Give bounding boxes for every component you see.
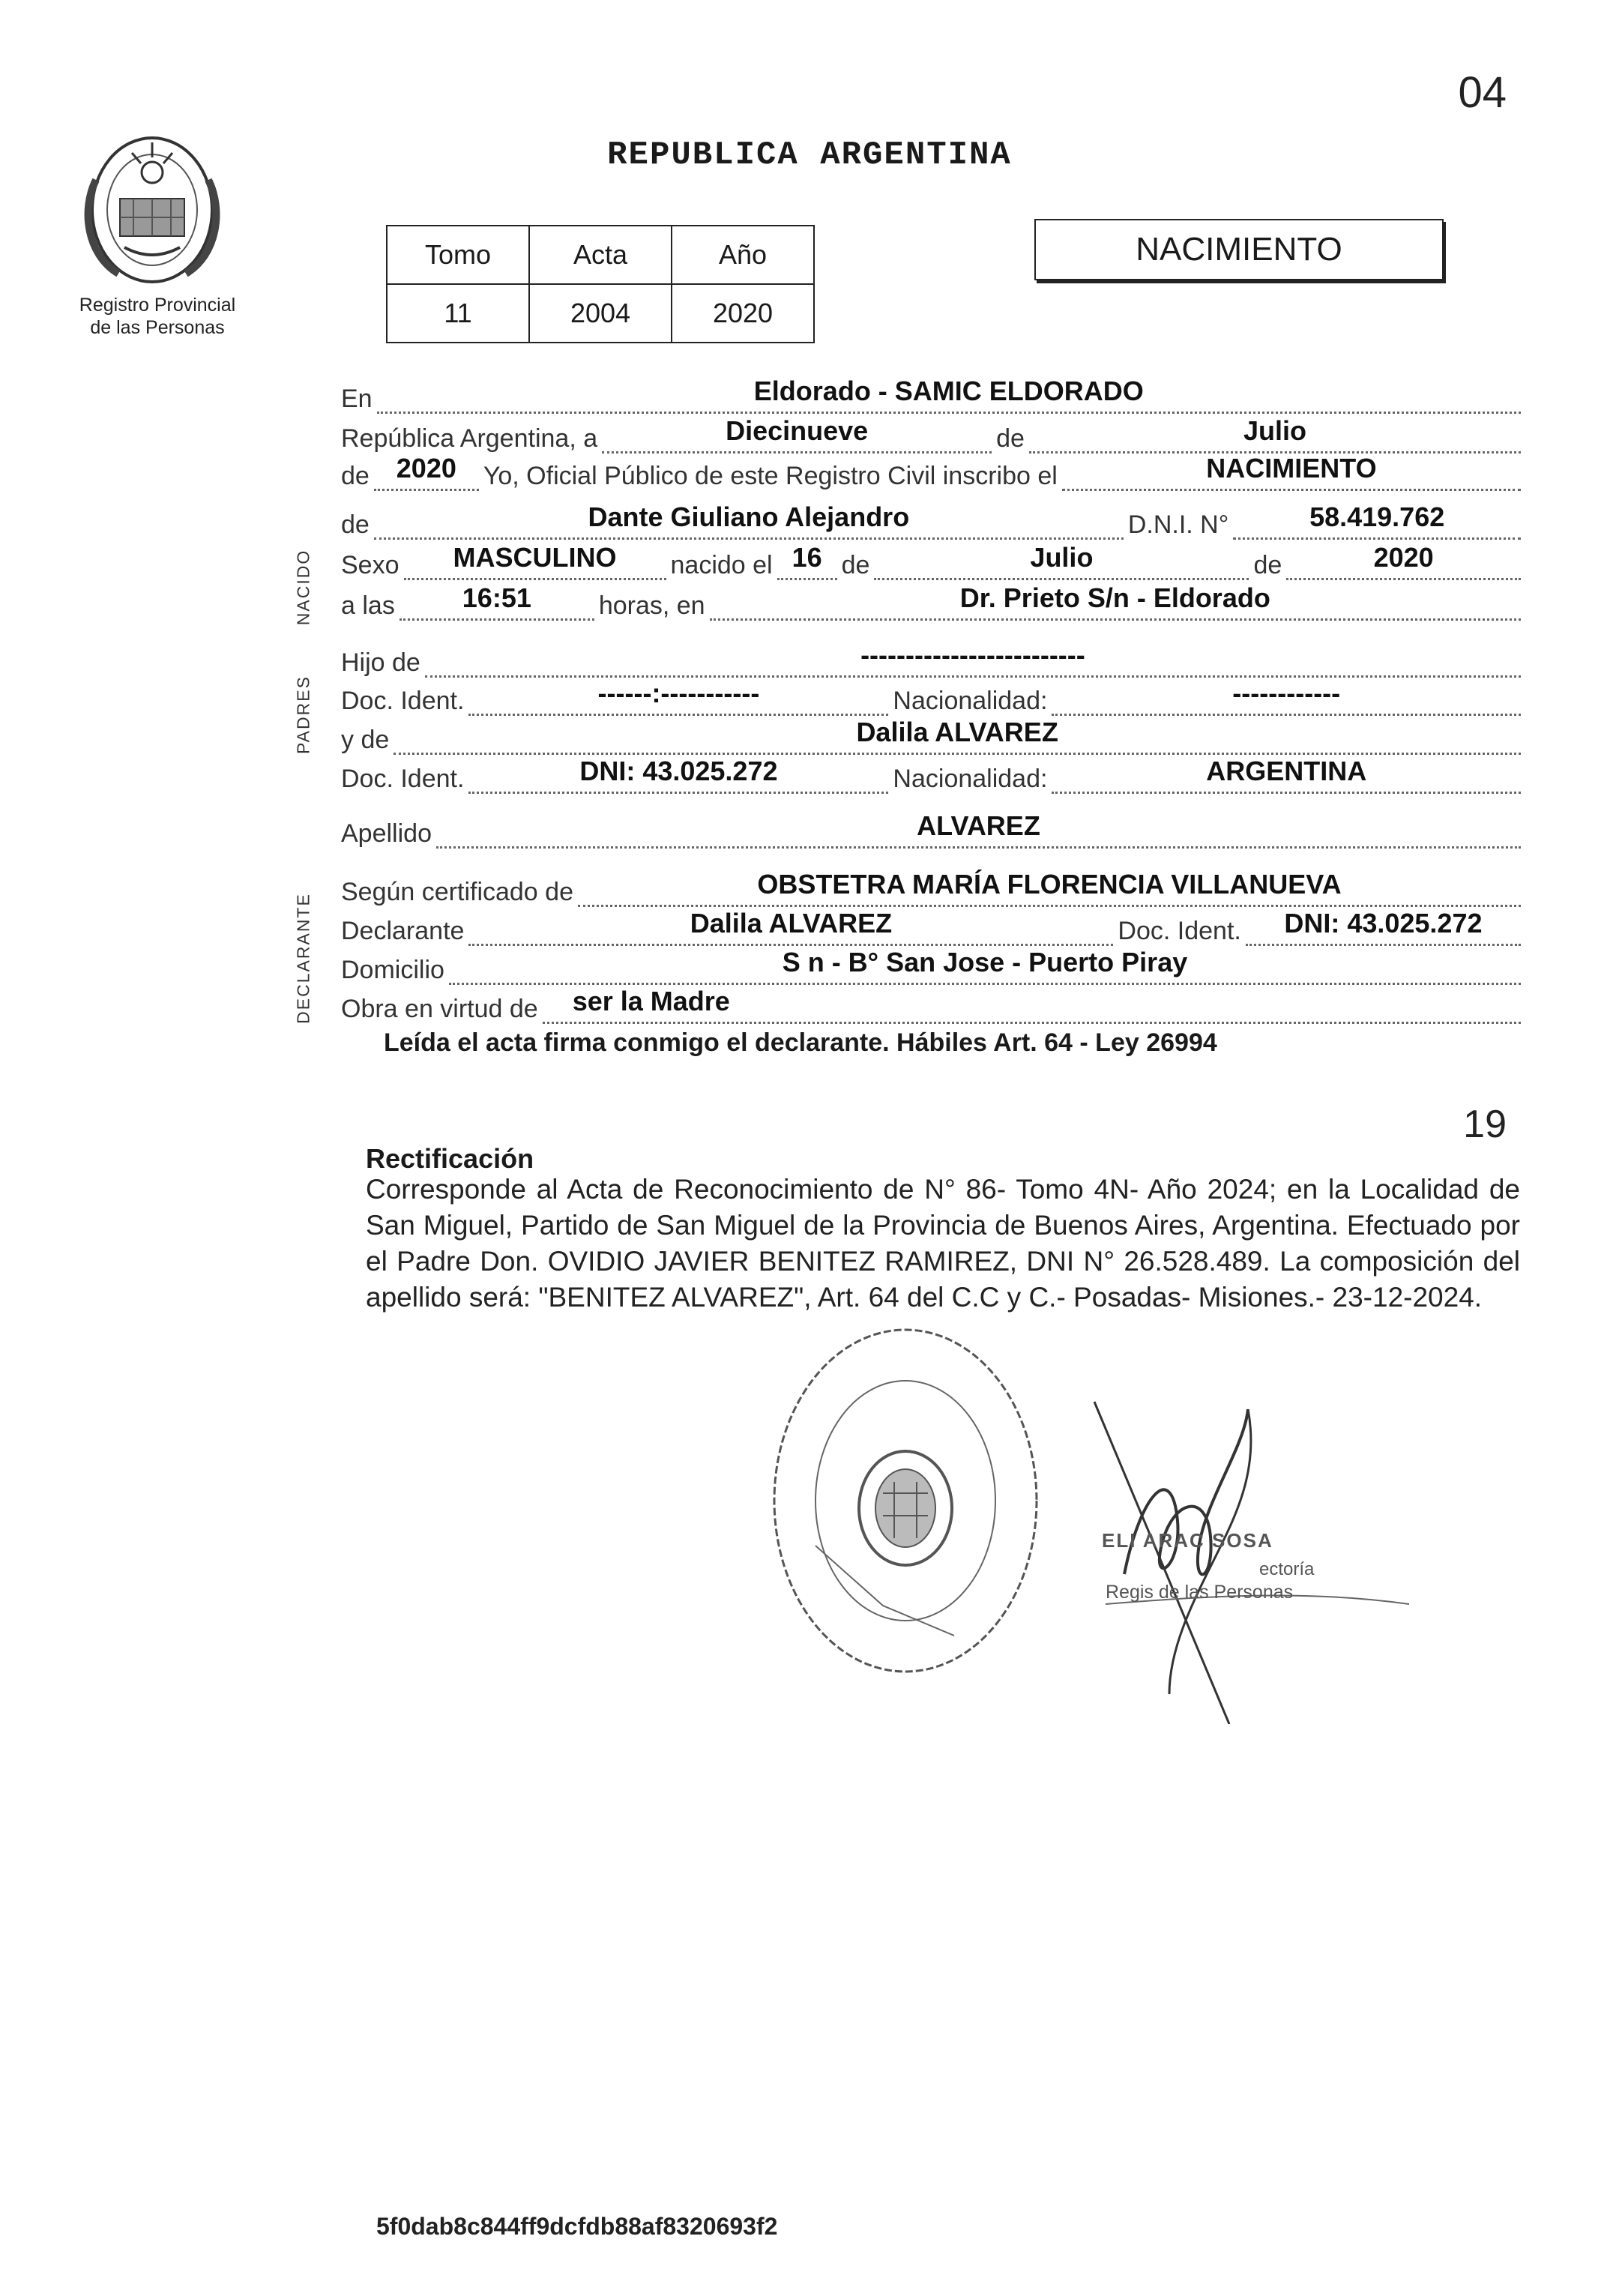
label-doc-ident-mother: Doc. Ident. <box>341 765 465 793</box>
label-en: En <box>341 385 373 413</box>
row-place <box>341 375 1525 414</box>
signatory-role: ectoría <box>1259 1559 1315 1579</box>
field-father-name <box>425 636 1521 678</box>
label-doc-ident-father: Doc. Ident. <box>341 687 465 715</box>
tomo-value: 11 <box>387 284 529 343</box>
row-birth-time-place <box>341 582 1525 621</box>
field-birth-day <box>777 539 837 580</box>
label-declarante: Declarante <box>341 917 465 945</box>
field-mother-name <box>394 714 1521 755</box>
row-certificate <box>341 868 1525 907</box>
registry-name-line1: Registro Provincial <box>79 295 236 316</box>
field-birth-place <box>710 579 1521 621</box>
father-name-value: ------------------------- <box>860 639 1085 670</box>
declarant-doc-value: DNI: 43.025.272 <box>1284 908 1483 938</box>
surname-value: ALVAREZ <box>917 810 1040 841</box>
label-nacionalidad-father: Nacionalidad: <box>893 687 1048 715</box>
field-birth-year <box>1286 539 1521 580</box>
field-acting-as <box>543 983 1521 1024</box>
label-inscribo: Yo, Oficial Público de este Registro Civil inscribo el <box>483 462 1058 490</box>
official-seal-icon <box>763 1321 1048 1681</box>
label-y-de: y de <box>341 726 390 754</box>
birth-place-value: Dr. Prieto S/n - Eldorado <box>959 582 1270 613</box>
birth-day-value: 16 <box>792 542 822 573</box>
row-surname <box>341 810 1525 849</box>
field-mother-doc <box>468 753 888 794</box>
label-hijo-de: Hijo de <box>341 648 420 677</box>
signed-note: Leída el acta firma conmigo el declarante. Hábiles Art. 64 - Ley 26994 <box>384 1028 1217 1057</box>
label-republica: República Argentina, a <box>341 424 598 453</box>
section-label-padres: PADRES <box>293 675 313 754</box>
rectification-title: Rectificación <box>366 1143 534 1174</box>
label-sexo: Sexo <box>341 551 400 579</box>
row-father <box>341 639 1525 678</box>
tomo-header: Tomo <box>387 226 529 284</box>
row-sex-birth-date <box>341 541 1525 580</box>
section-label-declarante: DECLARANTE <box>293 893 313 1024</box>
label-apellido: Apellido <box>341 819 432 848</box>
field-sex <box>404 539 666 580</box>
rectification-body: Corresponde al Acta de Reconocimiento de N° 86- Tomo 4N- Año 2024; en la Localidad de San Miguel, Partido de San Miguel de la Provincia de Buenos Aires, Argentina. Efectuado por el Padre Don. OVIDIO JAVIER BENITEZ RAMIREZ, DNI N° 26.528.489. La composición del apellido será: "BENITEZ ALVAREZ", Art. 64 del C.C y C.- Posadas- Misiones.- 23-12-2024. <box>366 1174 1520 1313</box>
field-act-kind <box>1062 450 1521 491</box>
label-segun-certificado: Según certificado de <box>341 878 573 906</box>
label-dni: D.N.I. N° <box>1127 510 1229 539</box>
field-child-dni <box>1233 498 1521 540</box>
act-kind-value: NACIMIENTO <box>1206 453 1377 483</box>
field-declarant-doc <box>1246 905 1521 946</box>
row-address <box>341 946 1525 985</box>
registration-month-value: Julio <box>1243 415 1306 446</box>
label-nacionalidad-mother: Nacionalidad: <box>893 765 1048 793</box>
field-birth-time <box>400 579 594 621</box>
registry-name-line2: de las Personas <box>90 317 225 338</box>
field-declarant-name <box>468 905 1113 946</box>
label-horas-en: horas, en <box>598 591 705 620</box>
page-number: 04 <box>1458 68 1507 117</box>
label-doc-ident-declarant: Doc. Ident. <box>1118 917 1241 945</box>
mother-name-value: Dalila ALVAREZ <box>856 717 1058 747</box>
label-de-birth-year: de <box>1253 551 1282 579</box>
certificate-by-value: OBSTETRA MARÍA FLORENCIA VILLANUEVA <box>757 869 1342 900</box>
acta-header: Acta <box>529 226 672 284</box>
address-value: S n - B° San Jose - Puerto Piray <box>782 947 1188 977</box>
ano-value: 2020 <box>672 284 814 343</box>
child-name-value: Dante Giuliano Alejandro <box>588 501 910 532</box>
field-mother-nationality <box>1052 753 1521 794</box>
field-birth-month <box>874 539 1249 580</box>
label-de-birth-month: de <box>841 551 870 579</box>
row-father-doc <box>341 677 1525 716</box>
child-dni-value: 58.419.762 <box>1309 501 1445 532</box>
birth-year-value: 2020 <box>1373 542 1434 573</box>
acta-value: 2004 <box>529 284 672 343</box>
field-father-doc <box>468 675 888 716</box>
field-address <box>449 944 1521 985</box>
registry-name <box>45 294 270 339</box>
ano-header: Año <box>672 226 814 284</box>
row-registration-year <box>341 452 1525 491</box>
label-nacido-el: nacido el <box>670 551 773 579</box>
acting-as-value: ser la Madre <box>572 986 730 1016</box>
section-label-nacido: NACIDO <box>293 549 313 626</box>
mother-nationality-value: ARGENTINA <box>1206 756 1367 786</box>
act-type-box: NACIMIENTO <box>1034 219 1444 280</box>
field-registration-month <box>1029 412 1521 454</box>
field-surname <box>436 807 1521 849</box>
signatory-organization: Regis de las Personas <box>1106 1582 1294 1603</box>
label-de-month: de <box>996 424 1025 453</box>
row-declarant <box>341 907 1525 946</box>
field-father-nationality <box>1052 675 1521 716</box>
field-registration-year <box>374 450 479 491</box>
label-obra-en-virtud: Obra en virtud de <box>341 995 538 1023</box>
birth-time-value: 16:51 <box>462 582 531 613</box>
field-registration-day <box>602 412 992 454</box>
label-domicilio: Domicilio <box>341 956 444 984</box>
row-mother <box>341 716 1525 755</box>
declarant-name-value: Dalila ALVAREZ <box>690 908 893 938</box>
registration-day-value: Diecinueve <box>726 415 869 446</box>
label-de-child: de <box>341 510 370 539</box>
label-de-year: de <box>341 462 370 490</box>
father-nationality-value: ------------ <box>1232 678 1341 708</box>
field-certificate-by <box>578 866 1521 907</box>
field-place <box>377 373 1521 414</box>
row-registration-date <box>341 415 1525 454</box>
registration-year-value: 2020 <box>396 453 456 483</box>
document-hash: 5f0dab8c844ff9dcfdb88af8320693f2 <box>376 2213 778 2240</box>
place-value: Eldorado - SAMIC ELDORADO <box>753 376 1144 406</box>
label-a-las: a las <box>341 591 395 620</box>
sex-value: MASCULINO <box>453 542 617 573</box>
signatory-name: ELI ARAC SOSA <box>1102 1529 1273 1552</box>
mother-doc-value: DNI: 43.025.272 <box>579 756 778 786</box>
country-heading: REPUBLICA ARGENTINA <box>607 136 1012 174</box>
field-child-name <box>374 498 1124 540</box>
row-child-name <box>341 501 1525 540</box>
page-number-secondary: 19 <box>1463 1103 1507 1146</box>
record-reference-table <box>386 225 815 343</box>
row-acting-as <box>341 985 1525 1024</box>
father-doc-value: ------:----------- <box>597 678 760 708</box>
row-mother-doc <box>341 755 1525 794</box>
birth-month-value: Julio <box>1030 542 1094 573</box>
